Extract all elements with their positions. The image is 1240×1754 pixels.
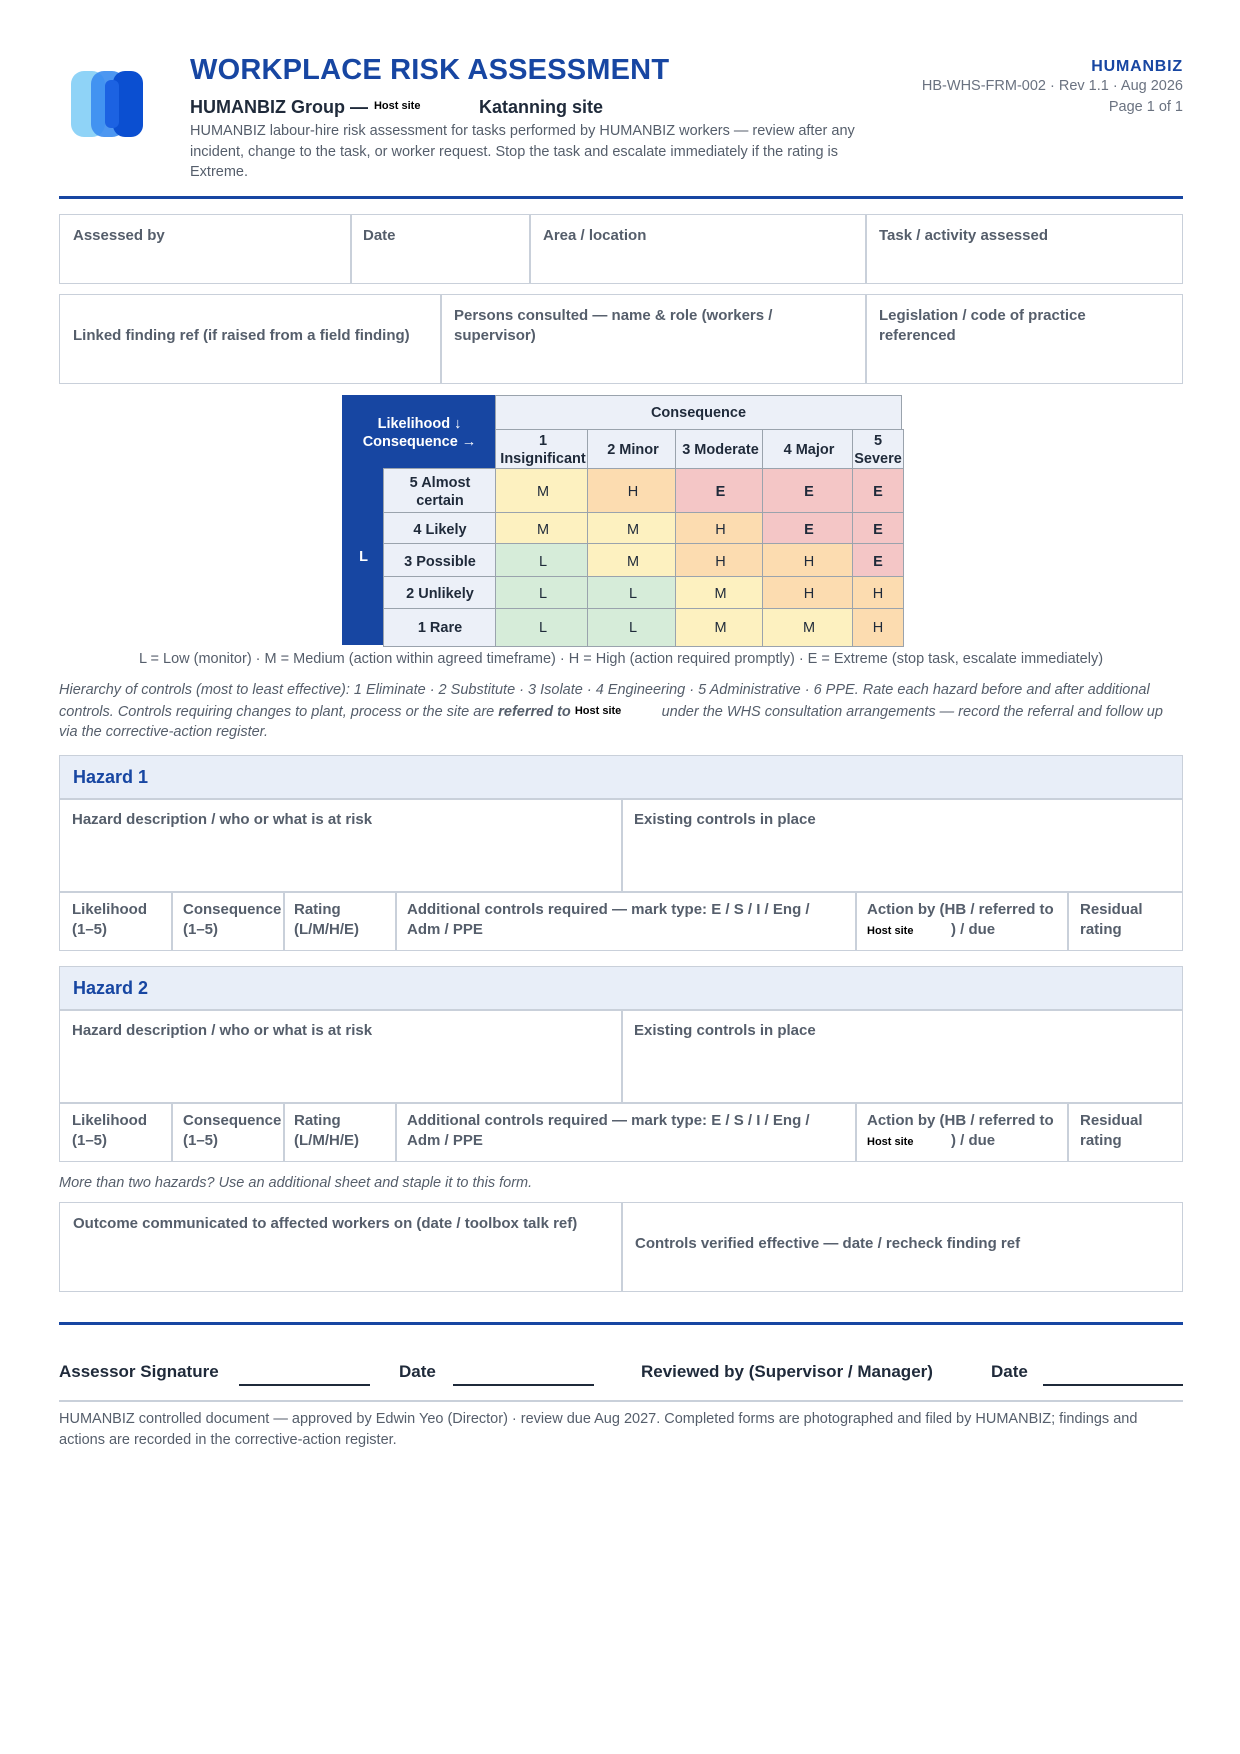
matrix-cell: M	[675, 576, 766, 612]
header-divider	[59, 196, 1183, 199]
hazard-1-header: Hazard 1	[59, 755, 1183, 800]
matrix-cell: L	[495, 608, 591, 647]
hazard-1-residual-rating-field[interactable]: Residual rating	[1067, 891, 1183, 951]
matrix-cell: H	[852, 576, 904, 612]
hazard-2-consequence-field[interactable]: Consequence (1–5)	[171, 1102, 285, 1162]
page-title: WORKPLACE RISK ASSESSMENT	[190, 54, 670, 86]
consequence-title: Consequence	[495, 395, 902, 431]
matrix-corner: Likelihood ↓ Consequence →	[342, 395, 497, 470]
likelihood-axis-label: L	[342, 468, 385, 645]
document-reference: HB-WHS-FRM-002 · Rev 1.1 · Aug 2026	[921, 78, 1183, 94]
matrix-cell: E	[762, 512, 856, 547]
site-name: Katanning site	[479, 97, 604, 117]
assessor-date-line[interactable]	[453, 1384, 594, 1386]
consequence-header-5: 5 Severe	[852, 429, 904, 470]
hazard-2-residual-rating-field[interactable]: Residual rating	[1067, 1102, 1183, 1162]
likelihood-header-4: 4 Likely	[383, 512, 497, 547]
matrix-cell: E	[762, 468, 856, 516]
matrix-cell: E	[852, 468, 904, 516]
date-field[interactable]: Date	[350, 214, 531, 284]
intro-text: HUMANBIZ labour-hire risk assessment for tasks performed by HUMANBIZ workers — review after any incident, change to the task, or worker request. Stop the task and escalate immediately if the rating is Extreme.	[190, 123, 855, 180]
matrix-cell: M	[587, 543, 679, 580]
persons-consulted-field[interactable]: Persons consulted — name & role (workers / supervisor)	[440, 294, 867, 384]
hierarchy-of-controls-text: Hierarchy of controls (most to least effective): 1 Eliminate · 2 Substitute · 3 Isolate · 4 Engineering · 5 Administrative · 6 PPE. Rate each hazard before and after additional controls. Controls requiring changes to plant, process or the site are referred to Host site under the WHS consultation arrangements — record the referral and follow up via the corrective-action register.	[59, 682, 1163, 740]
group-name: HUMANBIZ Group — $^{Host site}$	[190, 97, 421, 117]
controls-verified-field[interactable]: Controls verified effective — date / recheck finding ref	[621, 1202, 1183, 1292]
matrix-cell: E	[852, 543, 904, 580]
hazard-2-rating-field[interactable]: Rating (L/M/H/E)	[283, 1102, 397, 1162]
hazard-1-existing-controls-field[interactable]: Existing controls in place	[621, 798, 1183, 893]
likelihood-header-3: 3 Possible	[383, 543, 497, 580]
area-location-field[interactable]: Area / location	[529, 214, 867, 284]
hazard-2-existing-controls-field[interactable]: Existing controls in place	[621, 1009, 1183, 1104]
matrix-cell: E	[675, 468, 766, 516]
linked-finding-field[interactable]: Linked finding ref (if raised from a field finding)	[59, 294, 442, 384]
assessor-signature-line[interactable]	[239, 1384, 370, 1386]
reviewed-by-label: Reviewed by (Supervisor / Manager)	[641, 1362, 933, 1381]
likelihood-header-5: 5 Almost certain	[383, 468, 497, 516]
stacked-blue-bars-logo-icon	[69, 68, 151, 140]
matrix-cell: M	[495, 468, 591, 516]
footer-divider	[59, 1400, 1183, 1402]
signature-divider	[59, 1322, 1183, 1325]
footer-text: HUMANBIZ controlled document — approved by Edwin Yeo (Director) · review due Aug 2027. Completed forms are photographed and filed by HUMANBIZ; findings and actions are recorded in the corrective-action register.	[59, 1411, 1138, 1448]
consequence-header-2: 2 Minor	[587, 429, 679, 470]
hazard-1-consequence-field[interactable]: Consequence (1–5)	[171, 891, 285, 951]
matrix-cell: L	[587, 576, 679, 612]
likelihood-header-2: 2 Unlikely	[383, 576, 497, 612]
assessor-signature-label: Assessor Signature	[59, 1362, 219, 1381]
host-site-tag: Host site	[373, 100, 421, 112]
consequence-header-4: 4 Major	[762, 429, 856, 470]
reviewer-date-line[interactable]	[1043, 1384, 1183, 1386]
hazard-2-likelihood-field[interactable]: Likelihood (1–5)	[59, 1102, 173, 1162]
matrix-cell: H	[675, 512, 766, 547]
risk-matrix	[342, 395, 902, 645]
hazard-1-action-by-field[interactable]: Action by (HB / referred to Host site ) / due	[855, 891, 1069, 951]
brand-name: HUMANBIZ	[1091, 58, 1183, 75]
page-number: Page 1 of 1	[1108, 99, 1183, 115]
matrix-cell: E	[852, 512, 904, 547]
matrix-cell: H	[675, 543, 766, 580]
consequence-header-1: 1 Insignificant	[495, 429, 591, 470]
matrix-cell: H	[762, 543, 856, 580]
task-activity-field[interactable]: Task / activity assessed	[865, 214, 1183, 284]
rating-legend: L = Low (monitor) · M = Medium (action within agreed timeframe) · H = High (action required promptly) · E = Extreme (stop task, escalate immediately)	[138, 651, 1104, 667]
hazard-1-likelihood-field[interactable]: Likelihood (1–5)	[59, 891, 173, 951]
matrix-cell: M	[495, 512, 591, 547]
matrix-cell: M	[675, 608, 766, 647]
likelihood-header-1: 1 Rare	[383, 608, 497, 647]
legislation-field[interactable]: Legislation / code of practice referenced	[865, 294, 1183, 384]
matrix-cell: L	[495, 543, 591, 580]
reviewer-date-label: Date	[991, 1362, 1028, 1381]
matrix-cell: M	[587, 512, 679, 547]
hazard-2-action-by-field[interactable]: Action by (HB / referred to Host site ) / due	[855, 1102, 1069, 1162]
matrix-cell: H	[762, 576, 856, 612]
consequence-header-3: 3 Moderate	[675, 429, 766, 470]
matrix-cell: L	[495, 576, 591, 612]
assessed-by-field[interactable]: Assessed by	[59, 214, 352, 284]
hazard-2-additional-controls-field[interactable]: Additional controls required — mark type: E / S / I / Eng / Adm / PPE	[395, 1102, 857, 1162]
hazard-2-description-field[interactable]: Hazard description / who or what is at risk	[59, 1009, 623, 1104]
hazard-2-header: Hazard 2	[59, 966, 1183, 1011]
hazard-1-additional-controls-field[interactable]: Additional controls required — mark type: E / S / I / Eng / Adm / PPE	[395, 891, 857, 951]
hazard-1-rating-field[interactable]: Rating (L/M/H/E)	[283, 891, 397, 951]
matrix-cell: M	[762, 608, 856, 647]
matrix-cell: L	[587, 608, 679, 647]
matrix-cell: H	[587, 468, 679, 516]
matrix-cell: H	[852, 608, 904, 647]
hazard-1-description-field[interactable]: Hazard description / who or what is at risk	[59, 798, 623, 893]
outcome-communicated-field[interactable]: Outcome communicated to affected workers on (date / toolbox talk ref)	[59, 1202, 623, 1292]
more-hazards-note: More than two hazards? Use an additional sheet and staple it to this form.	[59, 1175, 533, 1191]
assessor-date-label: Date	[399, 1362, 436, 1381]
